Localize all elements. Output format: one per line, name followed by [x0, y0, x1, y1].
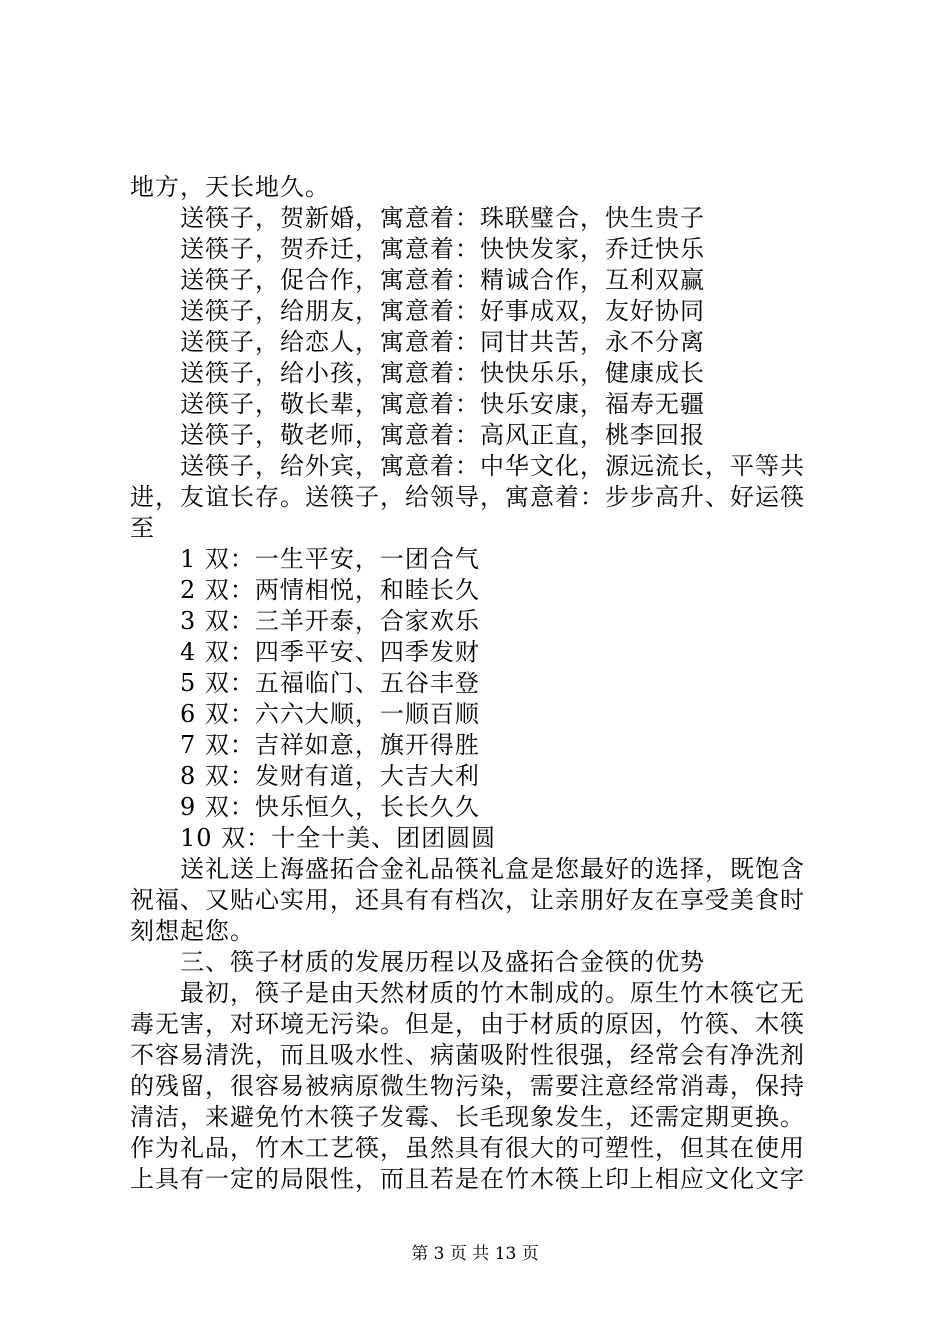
text-line: 送筷子，敬长辈，寓意着：快乐安康，福寿无疆 [180, 390, 705, 418]
text-line: 2 双：两情相悦，和睦长久 [180, 576, 480, 604]
text-line: 6 双：六六大顺，一顺百顺 [180, 700, 480, 728]
text-line: 3 双：三羊开泰，合家欢乐 [180, 607, 480, 635]
text-line: 10 双：十全十美、团团圆圆 [180, 824, 497, 852]
text-line: 毒无害，对环境无污染。但是，由于材质的原因，竹筷、木筷 [130, 1010, 805, 1038]
text-line: 送筷子，促合作，寓意着：精诚合作，互利双赢 [180, 266, 705, 294]
document-body [130, 172, 830, 1195]
text-line: 作为礼品，竹木工艺筷，虽然具有很大的可塑性，但其在使用 [130, 1134, 805, 1162]
text-line: 送筷子，给外宾，寓意着：中华文化，源远流长，平等共 [180, 452, 805, 480]
text-line: 送礼送上海盛拓合金礼品筷礼盒是您最好的选择，既饱含 [180, 855, 805, 883]
text-line: 最初，筷子是由天然材质的竹木制成的。原生竹木筷它无 [180, 979, 805, 1007]
text-line: 4 双：四季平安、四季发财 [180, 638, 480, 666]
text-line: 清洁，来避免竹木筷子发霉、长毛现象发生，还需定期更换。 [130, 1103, 805, 1131]
text-line: 至 [130, 514, 155, 542]
text-line: 上具有一定的局限性，而且若是在竹木筷上印上相应文化文字 [130, 1165, 805, 1193]
text-line: 祝福、又贴心实用，还具有有档次，让亲朋好友在享受美食时 [130, 886, 805, 914]
text-line: 7 双：吉祥如意，旗开得胜 [180, 731, 480, 759]
text-line: 的残留，很容易被病原微生物污染，需要注意经常消毒，保持 [130, 1072, 805, 1100]
text-line: 5 双：五福临门、五谷丰登 [180, 669, 480, 697]
text-line: 送筷子，贺新婚，寓意着：珠联璧合，快生贵子 [180, 204, 705, 232]
text-line: 送筷子，给朋友，寓意着：好事成双，友好协同 [180, 297, 705, 325]
text-line: 进，友谊长存。送筷子，给领导，寓意着：步步高升、好运筷 [130, 483, 805, 511]
text-line: 送筷子，敬老师，寓意着：高风正直，桃李回报 [180, 421, 705, 449]
text-line: 送筷子，贺乔迁，寓意着：快快发家，乔迁快乐 [180, 235, 705, 263]
text-line: 送筷子，给恋人，寓意着：同甘共苦，永不分离 [180, 328, 705, 356]
text-line: 不容易清洗，而且吸水性、病菌吸附性很强，经常会有净洗剂 [130, 1041, 805, 1069]
text-line: 刻想起您。 [130, 917, 255, 945]
text-line: 8 双：发财有道，大吉大利 [180, 762, 480, 790]
text-line: 9 双：快乐恒久，长长久久 [180, 793, 480, 821]
text-line: 1 双：一生平安，一团合气 [180, 545, 480, 573]
text-line: 送筷子，给小孩，寓意着：快快乐乐，健康成长 [180, 359, 705, 387]
text-line: 地方，天长地久。 [130, 173, 330, 201]
page-footer: 第 3 页 共 13 页 [411, 1244, 539, 1264]
text-line: 三、筷子材质的发展历程以及盛拓合金筷的优势 [180, 948, 705, 976]
